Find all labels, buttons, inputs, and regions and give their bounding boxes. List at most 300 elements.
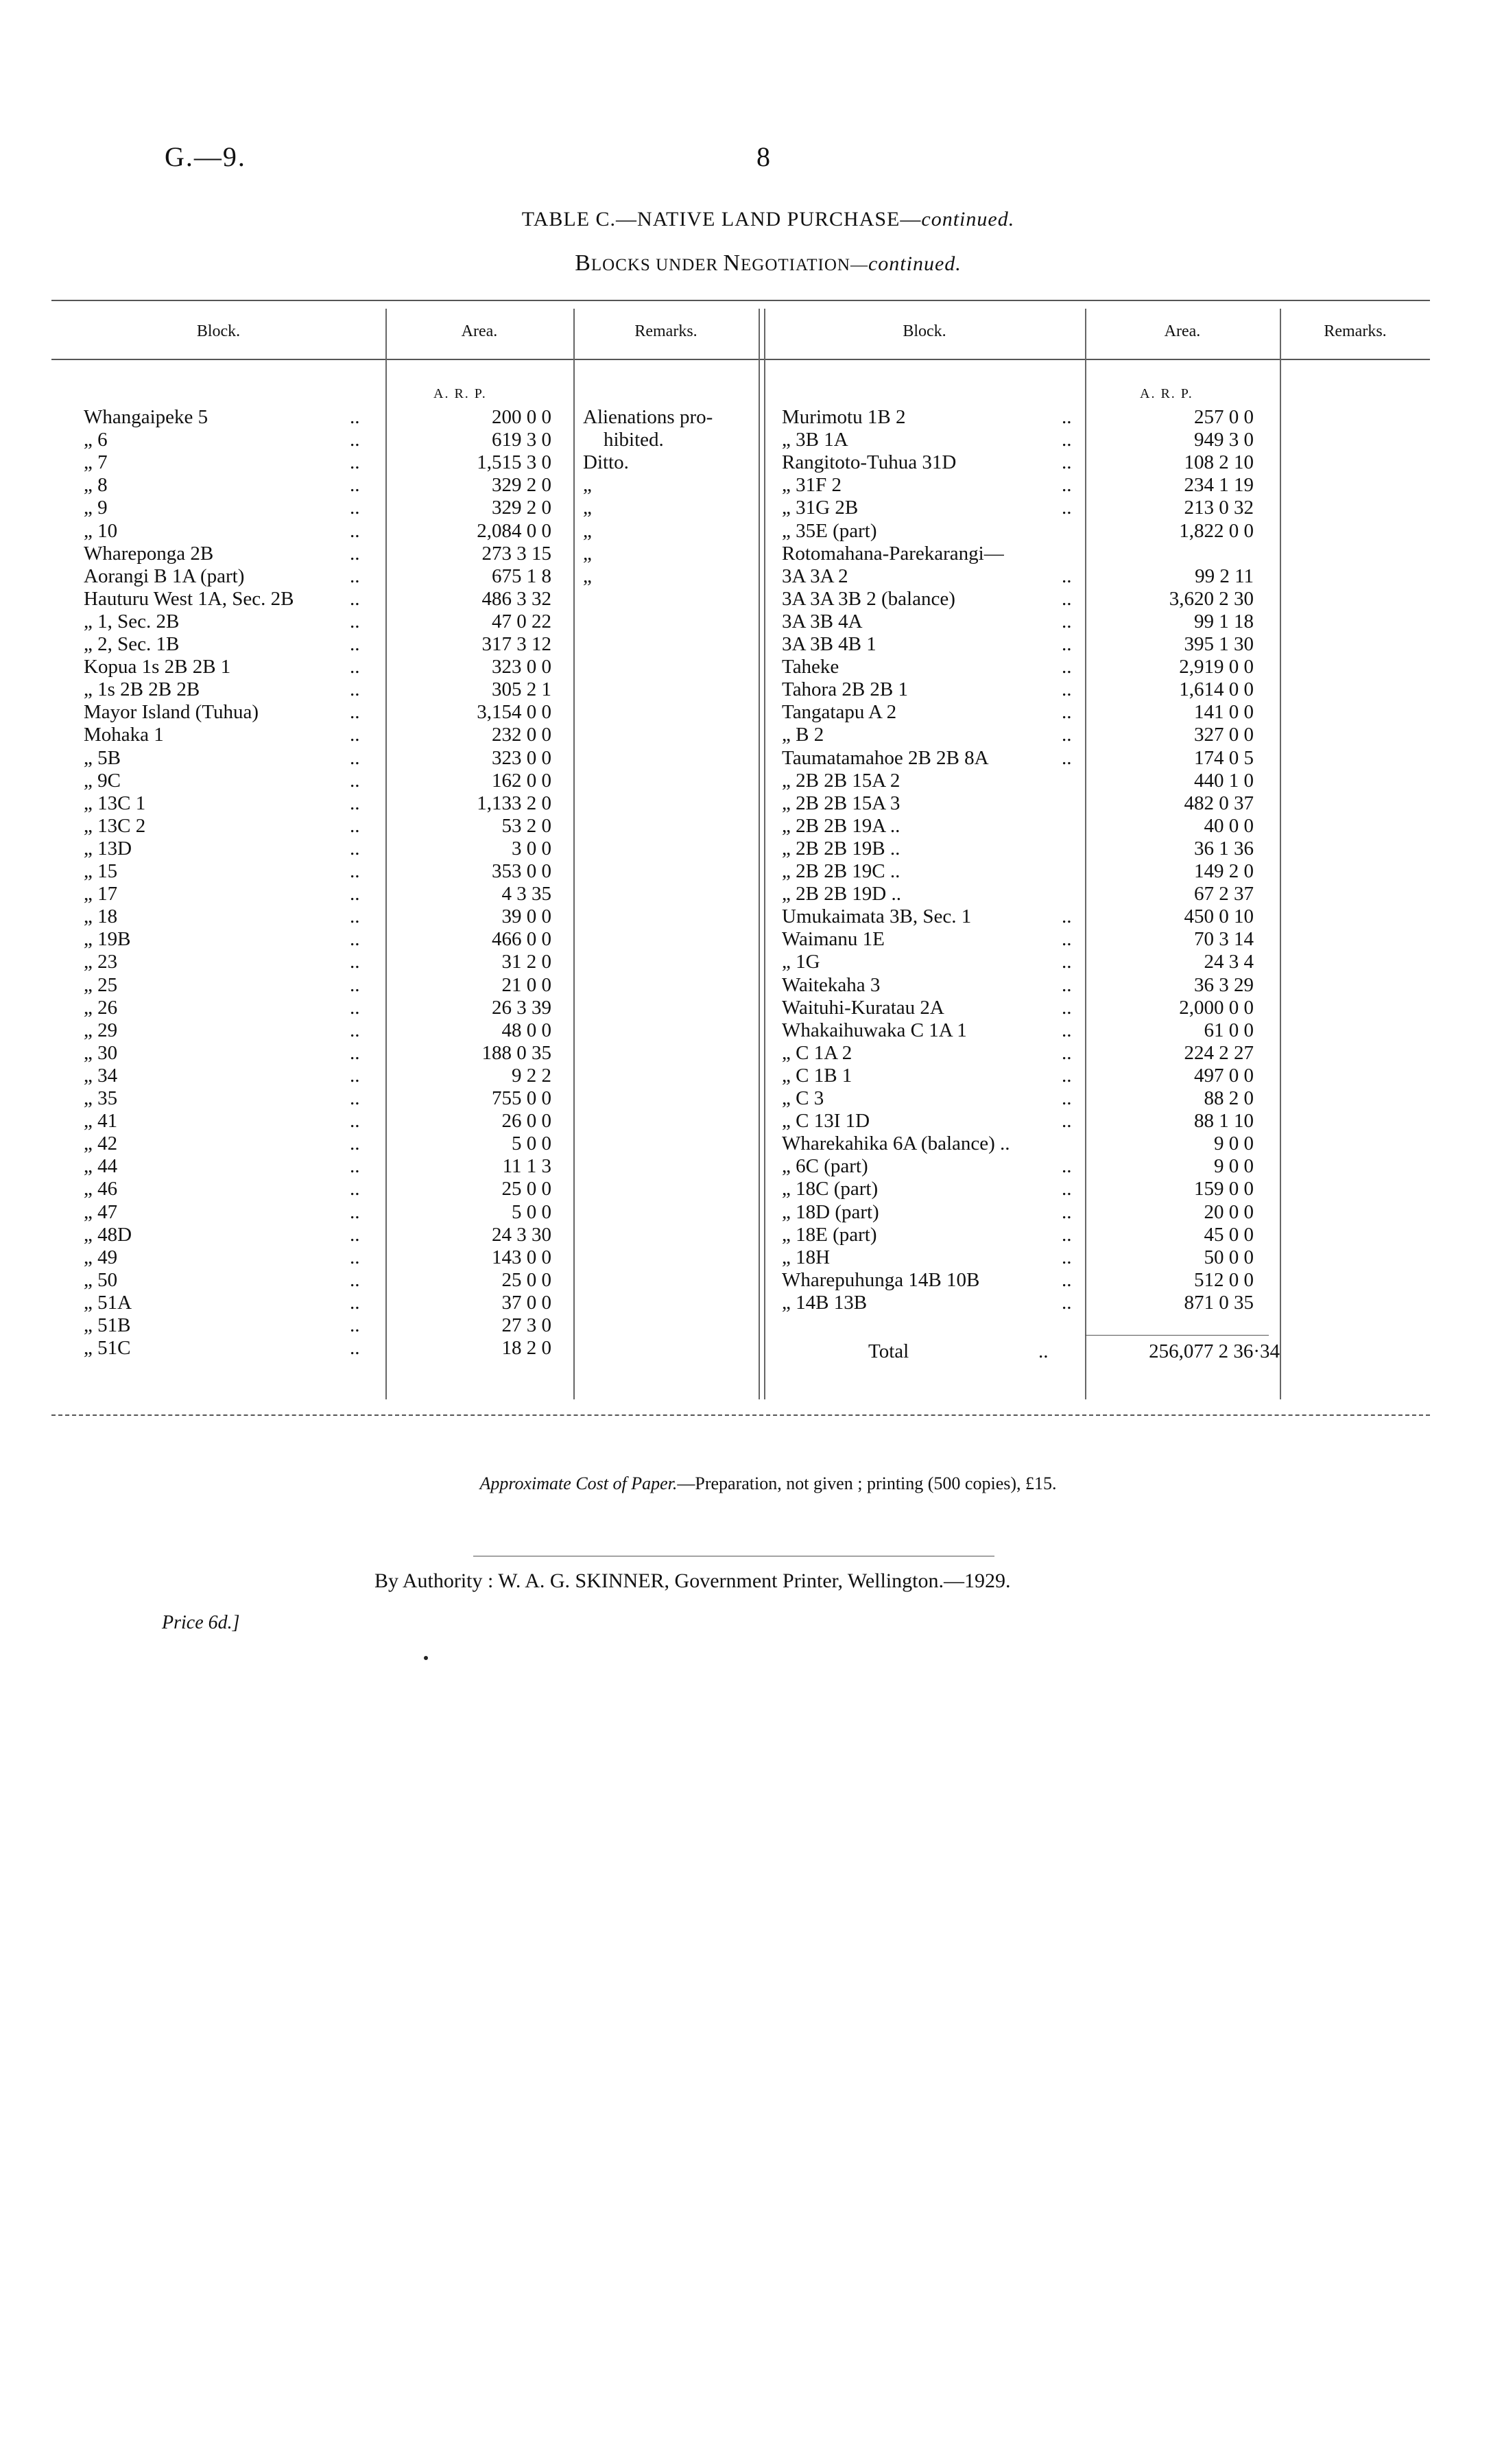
right-area-value: 327 0 0 bbox=[1194, 724, 1254, 746]
left-block-name: „ 8 bbox=[84, 474, 108, 497]
right-block-name: „ B 2 bbox=[782, 724, 824, 746]
right-area-value: 482 0 37 bbox=[1184, 792, 1254, 814]
right-block-name: Waituhi-Kuratau 2A bbox=[782, 996, 944, 1019]
right-block-name: Wharekahika 6A (balance) .. bbox=[782, 1133, 1010, 1155]
left-leader-dots: .. bbox=[350, 565, 360, 587]
right-leader-dots: .. bbox=[1062, 633, 1072, 655]
left-leader-dots: .. bbox=[350, 1019, 360, 1041]
left-leader-dots: .. bbox=[350, 837, 360, 860]
left-area-value: 11 1 3 bbox=[502, 1155, 551, 1178]
left-row bbox=[84, 701, 551, 724]
right-leader-dots: .. bbox=[1062, 905, 1072, 928]
right-block-name: Taumatamahoe 2B 2B 8A bbox=[782, 746, 989, 769]
left-area-value: 305 2 1 bbox=[492, 678, 551, 701]
left-leader-dots: .. bbox=[350, 633, 360, 655]
left-leader-dots: .. bbox=[350, 860, 360, 882]
right-leader-dots: .. bbox=[1062, 1268, 1072, 1291]
right-leader-dots: .. bbox=[1062, 996, 1072, 1019]
left-area-value: 162 0 0 bbox=[492, 769, 551, 792]
left-area-value: 486 3 32 bbox=[481, 587, 551, 610]
right-block-name: Rangitoto-Tuhua 31D bbox=[782, 451, 957, 474]
right-row bbox=[782, 1201, 1254, 1224]
right-row bbox=[782, 1110, 1254, 1133]
right-block-name: „ 31G 2B bbox=[782, 497, 859, 519]
left-area-value: 200 0 0 bbox=[492, 406, 551, 428]
right-leader-dots: .. bbox=[1062, 656, 1072, 678]
left-area-value: 755 0 0 bbox=[492, 1087, 551, 1109]
right-block-name: „ 31F 2 bbox=[782, 474, 842, 497]
left-area-value: 18 2 0 bbox=[501, 1337, 551, 1360]
left-row bbox=[84, 1269, 551, 1292]
left-area-value: 329 2 0 bbox=[492, 474, 551, 497]
left-area-value: 37 0 0 bbox=[501, 1291, 551, 1314]
left-area-value: 47 0 22 bbox=[492, 610, 551, 632]
left-block-name: „ 17 bbox=[84, 883, 118, 905]
right-block-name: 3A 3A 2 bbox=[782, 565, 848, 587]
left-block-name: „ 34 bbox=[84, 1064, 118, 1087]
right-remarks-header: Remarks. bbox=[1324, 322, 1387, 340]
right-area-value: 1,614 0 0 bbox=[1179, 678, 1254, 701]
left-block-name: „ 47 bbox=[84, 1200, 118, 1223]
right-leader-dots: .. bbox=[1062, 928, 1072, 951]
right-leader-dots: .. bbox=[1062, 406, 1072, 428]
left-area-value: 25 0 0 bbox=[501, 1268, 551, 1291]
left-remark-line: „ bbox=[583, 565, 592, 587]
left-leader-dots: .. bbox=[350, 1246, 360, 1268]
right-block-name: Tangatapu A 2 bbox=[782, 701, 897, 724]
left-area-value: 31 2 0 bbox=[501, 951, 551, 973]
right-area-value: 497 0 0 bbox=[1194, 1064, 1254, 1087]
right-row bbox=[782, 1224, 1254, 1246]
left-leader-dots: .. bbox=[350, 1064, 360, 1087]
left-leader-dots: .. bbox=[350, 883, 360, 905]
right-block-name: „ 2B 2B 19B .. bbox=[782, 837, 900, 860]
left-block-name: „ 35 bbox=[84, 1087, 118, 1109]
left-leader-dots: .. bbox=[350, 746, 360, 769]
right-area-value: 450 0 10 bbox=[1184, 905, 1254, 928]
right-row bbox=[782, 474, 1254, 497]
left-area-value: 5 0 0 bbox=[512, 1200, 551, 1223]
left-row bbox=[84, 1337, 551, 1360]
left-row bbox=[84, 860, 551, 883]
left-area-value: 143 0 0 bbox=[492, 1246, 551, 1268]
right-block-name: Taheke bbox=[782, 656, 839, 678]
left-leader-dots: .. bbox=[350, 1178, 360, 1200]
right-row bbox=[782, 1019, 1254, 1042]
left-block-name: Whareponga 2B bbox=[84, 542, 214, 565]
right-row bbox=[782, 1065, 1254, 1087]
left-leader-dots: .. bbox=[350, 1155, 360, 1178]
left-leader-dots: .. bbox=[350, 1110, 360, 1133]
right-leader-dots: .. bbox=[1062, 724, 1072, 746]
left-block-name: Aorangi B 1A (part) bbox=[84, 565, 245, 587]
divider-center-double-a bbox=[759, 309, 760, 1399]
left-row bbox=[84, 1019, 551, 1042]
left-row bbox=[84, 792, 551, 815]
right-block-name: Wharepuhunga 14B 10B bbox=[782, 1268, 980, 1291]
table-title bbox=[0, 208, 1491, 231]
right-row bbox=[782, 838, 1254, 860]
right-area-value: 3,620 2 30 bbox=[1169, 587, 1254, 610]
right-row bbox=[782, 974, 1254, 997]
subtitle-part-2: EGOTIATION— bbox=[741, 256, 868, 274]
right-leader-dots: .. bbox=[1062, 1064, 1072, 1087]
left-block-name: „ 13D bbox=[84, 837, 132, 860]
right-block-name: „ C 1B 1 bbox=[782, 1064, 852, 1087]
right-block-name: Whakaihuwaka C 1A 1 bbox=[782, 1019, 967, 1041]
left-area-units: A. R. P. bbox=[433, 386, 487, 401]
right-area-value: 108 2 10 bbox=[1184, 451, 1254, 474]
right-row bbox=[782, 701, 1254, 724]
left-leader-dots: .. bbox=[350, 542, 360, 565]
left-block-name: „ 50 bbox=[84, 1268, 118, 1291]
left-remarks-header: Remarks. bbox=[634, 322, 697, 340]
right-area-units: A. R. P. bbox=[1140, 386, 1193, 401]
right-leader-dots: .. bbox=[1062, 1087, 1072, 1109]
left-block-name: „ 25 bbox=[84, 973, 118, 996]
right-block-name: „ 18H bbox=[782, 1246, 831, 1268]
left-area-value: 323 0 0 bbox=[492, 656, 551, 678]
left-block-name: „ 18 bbox=[84, 905, 118, 928]
printer-authority: By Authority : W. A. G. SKINNER, Government Printer, Wellington.—1929. bbox=[374, 1569, 1011, 1592]
total-rule bbox=[1085, 1335, 1269, 1336]
right-block-name: 3A 3A 3B 2 (balance) bbox=[782, 587, 955, 610]
right-area-value: 20 0 0 bbox=[1204, 1200, 1254, 1223]
right-row bbox=[782, 1292, 1254, 1314]
divider-center-double-b bbox=[764, 309, 765, 1399]
right-area-value: 36 3 29 bbox=[1194, 973, 1254, 996]
right-area-value: 61 0 0 bbox=[1204, 1019, 1254, 1041]
left-leader-dots: .. bbox=[350, 769, 360, 792]
left-area-value: 26 0 0 bbox=[501, 1110, 551, 1133]
left-row bbox=[84, 1065, 551, 1087]
divider-right-area-remarks bbox=[1280, 309, 1281, 1399]
left-area-value: 353 0 0 bbox=[492, 860, 551, 882]
right-block-name: „ C 13I 1D bbox=[782, 1110, 870, 1133]
left-area-value: 273 3 15 bbox=[481, 542, 551, 565]
left-block-name: „ 19B bbox=[84, 928, 131, 951]
right-area-value: 88 2 0 bbox=[1204, 1087, 1254, 1109]
right-leader-dots: .. bbox=[1062, 429, 1072, 451]
left-area-value: 26 3 39 bbox=[492, 996, 551, 1019]
right-block-name: Waimanu 1E bbox=[782, 928, 885, 951]
right-block-name: „ 2B 2B 15A 3 bbox=[782, 792, 900, 814]
left-leader-dots: .. bbox=[350, 656, 360, 678]
right-area-value: 949 3 0 bbox=[1194, 429, 1254, 451]
right-row bbox=[782, 497, 1254, 519]
right-area-value: 2,919 0 0 bbox=[1179, 656, 1254, 678]
right-area-value: 174 0 5 bbox=[1194, 746, 1254, 769]
left-row bbox=[84, 520, 551, 543]
left-row bbox=[84, 905, 551, 928]
right-leader-dots: .. bbox=[1062, 701, 1072, 724]
right-row bbox=[782, 860, 1254, 883]
right-leader-dots: .. bbox=[1062, 587, 1072, 610]
right-row bbox=[782, 633, 1254, 656]
right-row bbox=[782, 1246, 1254, 1269]
left-leader-dots: .. bbox=[350, 973, 360, 996]
left-area-value: 2,084 0 0 bbox=[477, 519, 551, 542]
left-block-name: „ 6 bbox=[84, 429, 108, 451]
right-row bbox=[782, 770, 1254, 792]
left-row bbox=[84, 1314, 551, 1337]
left-block-name: „ 7 bbox=[84, 451, 108, 474]
left-row bbox=[84, 724, 551, 746]
right-area-header: Area. bbox=[1164, 322, 1201, 340]
right-row bbox=[782, 792, 1254, 815]
left-block-name: Mohaka 1 bbox=[84, 724, 164, 746]
left-block-name: „ 2, Sec. 1B bbox=[84, 633, 180, 655]
left-row bbox=[84, 543, 551, 565]
left-leader-dots: .. bbox=[350, 1200, 360, 1223]
subtitle-initial-b: B bbox=[575, 250, 591, 276]
right-row bbox=[782, 520, 1254, 543]
right-area-value: 159 0 0 bbox=[1194, 1178, 1254, 1200]
left-area-value: 39 0 0 bbox=[501, 905, 551, 928]
right-block-name: „ C 1A 2 bbox=[782, 1041, 852, 1064]
right-leader-dots: .. bbox=[1062, 451, 1072, 474]
left-leader-dots: .. bbox=[350, 406, 360, 428]
right-block-name: „ 2B 2B 19C .. bbox=[782, 860, 900, 882]
right-block-name: Rotomahana-Parekarangi— bbox=[782, 542, 1004, 565]
right-row bbox=[782, 1133, 1254, 1155]
left-block-name: „ 15 bbox=[84, 860, 118, 882]
price-note: Price 6d.] bbox=[162, 1612, 240, 1633]
left-leader-dots: .. bbox=[350, 1268, 360, 1291]
table-bottom-rule bbox=[51, 1414, 1430, 1416]
left-area-value: 329 2 0 bbox=[492, 497, 551, 519]
right-area-value: 9 0 0 bbox=[1214, 1155, 1254, 1178]
right-leader-dots: .. bbox=[1062, 474, 1072, 497]
right-leader-dots: .. bbox=[1062, 1041, 1072, 1064]
right-leader-dots: .. bbox=[1062, 1291, 1072, 1314]
left-row bbox=[84, 1155, 551, 1178]
left-leader-dots: .. bbox=[350, 951, 360, 973]
left-area-value: 188 0 35 bbox=[481, 1041, 551, 1064]
right-block-name: Waitekaha 3 bbox=[782, 973, 881, 996]
right-block-name: „ 3B 1A bbox=[782, 429, 848, 451]
left-block-name: „ 9C bbox=[84, 769, 121, 792]
left-block-name: „ 1, Sec. 2B bbox=[84, 610, 180, 632]
right-leader-dots: .. bbox=[1062, 610, 1072, 632]
left-leader-dots: .. bbox=[350, 1087, 360, 1109]
right-area-value: 2,000 0 0 bbox=[1179, 996, 1254, 1019]
left-block-name: „ 51C bbox=[84, 1337, 131, 1360]
left-leader-dots: .. bbox=[350, 678, 360, 701]
right-row bbox=[782, 406, 1254, 429]
left-area-value: 232 0 0 bbox=[492, 724, 551, 746]
left-row bbox=[84, 497, 551, 519]
right-row bbox=[782, 611, 1254, 633]
right-block-name: Tahora 2B 2B 1 bbox=[782, 678, 909, 701]
subtitle-continued: continued. bbox=[868, 252, 962, 275]
left-leader-dots: .. bbox=[350, 451, 360, 474]
table-top-rule bbox=[51, 300, 1430, 301]
cost-text: —Preparation, not given ; printing (500 copies), £15. bbox=[677, 1473, 1057, 1493]
right-area-value: 141 0 0 bbox=[1194, 701, 1254, 724]
ink-speck bbox=[424, 1656, 428, 1660]
right-area-value: 257 0 0 bbox=[1194, 406, 1254, 428]
right-row bbox=[782, 883, 1254, 905]
left-block-header: Block. bbox=[196, 322, 241, 340]
left-row bbox=[84, 997, 551, 1019]
left-block-name: Hauturu West 1A, Sec. 2B bbox=[84, 587, 294, 610]
left-remark-line: Ditto. bbox=[583, 451, 629, 474]
right-leader-dots: .. bbox=[1062, 565, 1072, 587]
left-remark-line: Alienations pro- bbox=[583, 406, 713, 428]
left-leader-dots: .. bbox=[350, 996, 360, 1019]
right-block-name: 3A 3B 4B 1 bbox=[782, 633, 876, 655]
left-area-value: 317 3 12 bbox=[481, 633, 551, 655]
left-row bbox=[84, 951, 551, 973]
right-area-value: 67 2 37 bbox=[1194, 883, 1254, 905]
left-block-name: „ 41 bbox=[84, 1110, 118, 1133]
left-row bbox=[84, 747, 551, 770]
document-reference: G.—9. bbox=[165, 141, 246, 172]
left-area-value: 3,154 0 0 bbox=[477, 701, 551, 724]
cost-label: Approximate Cost of Paper. bbox=[479, 1473, 678, 1493]
header-bottom-rule bbox=[51, 359, 1430, 360]
right-row bbox=[782, 928, 1254, 951]
left-remark-line: hibited. bbox=[604, 429, 664, 451]
left-area-value: 9 2 2 bbox=[512, 1064, 551, 1087]
right-area-value: 40 0 0 bbox=[1204, 814, 1254, 837]
left-area-value: 48 0 0 bbox=[501, 1019, 551, 1041]
left-area-value: 5 0 0 bbox=[512, 1133, 551, 1155]
right-area-value: 88 1 10 bbox=[1194, 1110, 1254, 1133]
right-area-value: 45 0 0 bbox=[1204, 1223, 1254, 1246]
subtitle-initial-n: N bbox=[723, 250, 741, 276]
table-title-main: TABLE C.—NATIVE LAND PURCHASE— bbox=[521, 208, 922, 230]
left-block-name: „ 10 bbox=[84, 519, 118, 542]
left-area-value: 1,515 3 0 bbox=[477, 451, 551, 474]
right-area-value: 440 1 0 bbox=[1194, 769, 1254, 792]
left-area-value: 25 0 0 bbox=[501, 1178, 551, 1200]
page-number: 8 bbox=[756, 141, 770, 172]
left-block-name: „ 48D bbox=[84, 1223, 132, 1246]
left-block-name: „ 1s 2B 2B 2B bbox=[84, 678, 200, 701]
left-row bbox=[84, 656, 551, 678]
right-block-name: „ 18E (part) bbox=[782, 1223, 877, 1246]
right-row bbox=[782, 429, 1254, 451]
left-block-name: „ 23 bbox=[84, 951, 118, 973]
right-area-value: 512 0 0 bbox=[1194, 1268, 1254, 1291]
left-leader-dots: .. bbox=[350, 928, 360, 951]
right-block-name: „ 14B 13B bbox=[782, 1291, 868, 1314]
left-leader-dots: .. bbox=[350, 610, 360, 632]
left-area-value: 27 3 0 bbox=[501, 1314, 551, 1336]
left-block-name: „ 51A bbox=[84, 1291, 132, 1314]
right-row bbox=[782, 678, 1254, 701]
right-leader-dots: .. bbox=[1062, 1110, 1072, 1133]
left-row bbox=[84, 565, 551, 588]
left-leader-dots: .. bbox=[350, 905, 360, 928]
left-row bbox=[84, 928, 551, 951]
left-row bbox=[84, 770, 551, 792]
left-area-value: 4 3 35 bbox=[501, 883, 551, 905]
left-area-header: Area. bbox=[461, 322, 498, 340]
right-row bbox=[782, 565, 1254, 588]
right-area-value: 99 2 11 bbox=[1195, 565, 1254, 587]
subtitle-part-1: LOCKS UNDER bbox=[591, 256, 724, 274]
right-block-name: „ 6C (part) bbox=[782, 1155, 868, 1178]
right-row bbox=[782, 1269, 1254, 1292]
total-label: Total bbox=[868, 1340, 909, 1362]
left-area-value: 323 0 0 bbox=[492, 746, 551, 769]
right-area-value: 224 2 27 bbox=[1184, 1041, 1254, 1064]
left-leader-dots: .. bbox=[350, 519, 360, 542]
right-row bbox=[782, 543, 1254, 565]
left-block-name: Mayor Island (Tuhua) bbox=[84, 701, 259, 724]
right-area-value: 99 1 18 bbox=[1194, 610, 1254, 632]
table-subtitle bbox=[0, 250, 1491, 276]
right-block-name: „ 2B 2B 19D .. bbox=[782, 883, 901, 905]
right-row bbox=[782, 588, 1254, 611]
left-row bbox=[84, 474, 551, 497]
right-leader-dots: .. bbox=[1062, 1019, 1072, 1041]
left-row bbox=[84, 815, 551, 838]
left-block-name: „ 49 bbox=[84, 1246, 118, 1268]
left-row bbox=[84, 1292, 551, 1314]
left-remark-line: „ bbox=[583, 474, 592, 497]
left-leader-dots: .. bbox=[350, 474, 360, 497]
left-leader-dots: .. bbox=[350, 1337, 360, 1360]
right-area-value: 36 1 36 bbox=[1194, 837, 1254, 860]
left-row bbox=[84, 974, 551, 997]
total-area: 256,077 2 36·34 bbox=[1149, 1340, 1280, 1362]
left-leader-dots: .. bbox=[350, 429, 360, 451]
right-area-value: 213 0 32 bbox=[1184, 497, 1254, 519]
right-leader-dots: .. bbox=[1062, 1223, 1072, 1246]
left-area-value: 24 3 30 bbox=[492, 1223, 551, 1246]
left-row bbox=[84, 611, 551, 633]
right-row bbox=[782, 656, 1254, 678]
right-area-value: 149 2 0 bbox=[1194, 860, 1254, 882]
left-block-name: „ 42 bbox=[84, 1133, 118, 1155]
right-area-value: 1,822 0 0 bbox=[1179, 519, 1254, 542]
right-block-name: „ 2B 2B 19A .. bbox=[782, 814, 900, 837]
right-row bbox=[782, 997, 1254, 1019]
left-block-name: „ 9 bbox=[84, 497, 108, 519]
left-leader-dots: .. bbox=[350, 1041, 360, 1064]
right-area-value: 50 0 0 bbox=[1204, 1246, 1254, 1268]
left-row bbox=[84, 588, 551, 611]
right-block-name: „ 18D (part) bbox=[782, 1200, 879, 1223]
right-area-value: 234 1 19 bbox=[1184, 474, 1254, 497]
right-area-value: 70 3 14 bbox=[1194, 928, 1254, 951]
right-row bbox=[782, 815, 1254, 838]
right-block-name: „ 35E (part) bbox=[782, 519, 877, 542]
left-area-value: 466 0 0 bbox=[492, 928, 551, 951]
right-leader-dots: .. bbox=[1062, 1178, 1072, 1200]
right-leader-dots: .. bbox=[1062, 1200, 1072, 1223]
left-block-name: „ 44 bbox=[84, 1155, 118, 1178]
left-row bbox=[84, 1042, 551, 1065]
total-row bbox=[868, 1340, 1280, 1363]
left-block-name: „ 26 bbox=[84, 996, 118, 1019]
total-dots: .. bbox=[1038, 1340, 1049, 1362]
left-area-value: 675 1 8 bbox=[492, 565, 551, 587]
left-leader-dots: .. bbox=[350, 1223, 360, 1246]
left-block-name: „ 13C 1 bbox=[84, 792, 146, 814]
left-row bbox=[84, 1246, 551, 1269]
right-area-value: 24 3 4 bbox=[1204, 951, 1254, 973]
left-block-name: Whangaipeke 5 bbox=[84, 406, 208, 428]
right-block-name: 3A 3B 4A bbox=[782, 610, 863, 632]
right-leader-dots: .. bbox=[1062, 746, 1072, 769]
left-row bbox=[84, 678, 551, 701]
right-leader-dots: .. bbox=[1062, 1246, 1072, 1268]
